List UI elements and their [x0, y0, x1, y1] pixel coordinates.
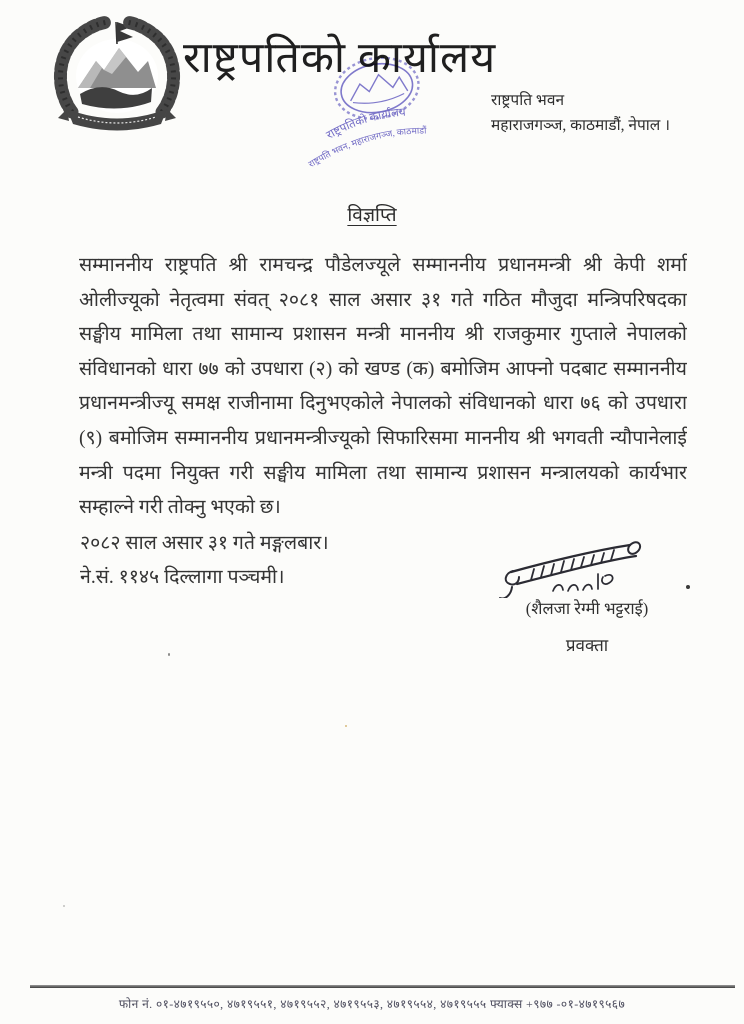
- body-line: ओलीज्यूको नेतृत्वमा संवत् २०८१ साल असार ३१ गते गठित मौजुदा मन्त्रिपरिषदका: [79, 289, 687, 311]
- stamp-text-inner: राष्ट्रपतिको कार्यालय: [324, 106, 407, 142]
- body-line: सम्हाल्ने गरी तोक्नु भएको छ।: [79, 497, 281, 519]
- stamp-text-outer: राष्ट्रपति भवन, महाराजगञ्ज, काठमाडौं: [306, 125, 427, 170]
- svg-text:राष्ट्रपति भवन, महाराजगञ्ज, का: [304, 122, 432, 170]
- footer-divider: [30, 985, 735, 988]
- office-address-line1: राष्ट्रपति भवन: [491, 92, 565, 109]
- date-line-bs: २०८२ साल असार ३१ गते मङ्गलबार।: [80, 533, 329, 554]
- nepal-coat-of-arms-icon: [42, 14, 192, 136]
- body-line: सङ्घीय मामिला तथा सामान्य प्रशासन मन्त्री माननीय श्री राजकुमार गुप्ताले नेपालको: [79, 324, 687, 346]
- scan-speck: [63, 905, 65, 907]
- date-block: [80, 527, 500, 594]
- body-line: (९) बमोजिम सम्माननीय प्रधानमन्त्रीज्यूको सिफारिसमा माननीय श्री भगवती न्यौपानेलाई: [79, 427, 687, 449]
- body-line: सम्माननीय राष्ट्रपति श्री रामचन्द्र पौडेलज्यूले सम्माननीय प्रधानमन्त्री श्री केपी शर्मा: [79, 255, 687, 276]
- scan-speck: [345, 725, 347, 727]
- office-address-line2: महाराजगञ्ज, काठमाडौं, नेपाल ।: [491, 117, 671, 134]
- body-line: प्रधानमन्त्रीज्यू समक्ष राजीनामा दिनुभएकोले नेपालको संविधानको धारा ७६ को उपधारा: [79, 393, 687, 415]
- body-line: मन्त्री पदमा नियुक्त गरी सङ्घीय मामिला तथा सामान्य प्रशासन मन्त्रालयको कार्यभार: [79, 462, 687, 484]
- footer-phone-fax: फोन नं. ०१-४७१९५५०, ४७१९५५१, ४७१९५५२, ४७१९५५३, ४७१९५५४, ४७१९५५५ फ्याक्स +९७७ -०१-४७१९५६७: [118, 997, 626, 1011]
- date-line-ns: ने.सं. ११४५ दिल्लागा पञ्चमी।: [80, 566, 285, 588]
- handwritten-signature-icon: [497, 534, 649, 598]
- signer-name: (शैलजा रेग्मी भट्टराई): [525, 599, 649, 618]
- notice-heading: विज्ञप्ति: [347, 205, 397, 226]
- office-address: [491, 88, 731, 138]
- signer-role: प्रवक्ता: [565, 636, 609, 655]
- scan-speck: [168, 653, 170, 656]
- office-title: राष्ट्रपतिको कार्यालय: [183, 35, 497, 82]
- body-line: संविधानको धारा ७७ को उपधारा (२) को खण्ड (क) बमोजिम आफ्नो पदबाट सम्माननीय: [79, 358, 687, 380]
- notice-body: [79, 249, 687, 526]
- ink-dot: [686, 585, 690, 589]
